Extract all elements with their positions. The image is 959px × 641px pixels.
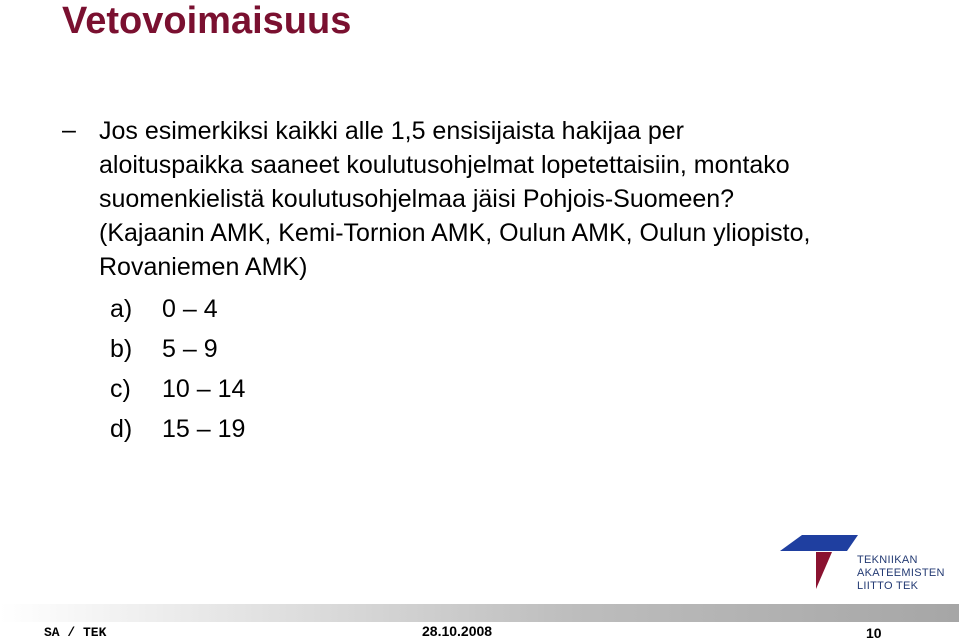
logo-text: [857, 554, 945, 593]
tek-logo: [780, 535, 950, 595]
logo-line: AKATEEMISTEN: [857, 567, 945, 579]
question-line: Rovaniemen AMK): [99, 253, 308, 281]
logo-line: LIITTO TEK: [857, 580, 919, 592]
option-d: [110, 409, 245, 449]
footer-band: [0, 604, 959, 622]
option-b: [110, 329, 245, 369]
option-range: 10 – 14: [162, 375, 246, 403]
option-range: 15 – 19: [162, 415, 246, 443]
logo-line: TEKNIIKAN: [857, 554, 918, 566]
option-a: [110, 289, 245, 329]
option-letter: d): [110, 415, 133, 443]
question-line: aloituspaikka saaneet koulutusohjelmat lopetettaisiin, montako: [99, 151, 790, 179]
answer-options: [110, 289, 245, 449]
option-range: 5 – 9: [162, 335, 218, 363]
tek-logo-mark-icon: [780, 535, 858, 591]
slide-title: Vetovoimaisuus: [62, 0, 352, 42]
question-line: suomenkielistä koulutusohjelmaa jäisi Pohjois-Suomeen?: [99, 185, 735, 213]
logo-blue-shape: [780, 535, 858, 551]
footer-date: 28.10.2008: [422, 623, 493, 639]
option-c: [110, 369, 245, 409]
bullet-marker: –: [62, 116, 76, 144]
page-number: 10: [866, 625, 882, 641]
question-text: [99, 114, 810, 284]
footer-author: SA / TEK: [44, 625, 107, 640]
option-letter: c): [110, 375, 131, 403]
option-range: 0 – 4: [162, 295, 218, 323]
logo-maroon-shape: [816, 552, 832, 589]
question-line: Jos esimerkiksi kaikki alle 1,5 ensisijaista hakijaa per: [99, 117, 684, 145]
option-letter: a): [110, 295, 133, 323]
option-letter: b): [110, 335, 133, 363]
question-line: (Kajaanin AMK, Kemi-Tornion AMK, Oulun AMK, Oulun yliopisto,: [99, 219, 811, 247]
